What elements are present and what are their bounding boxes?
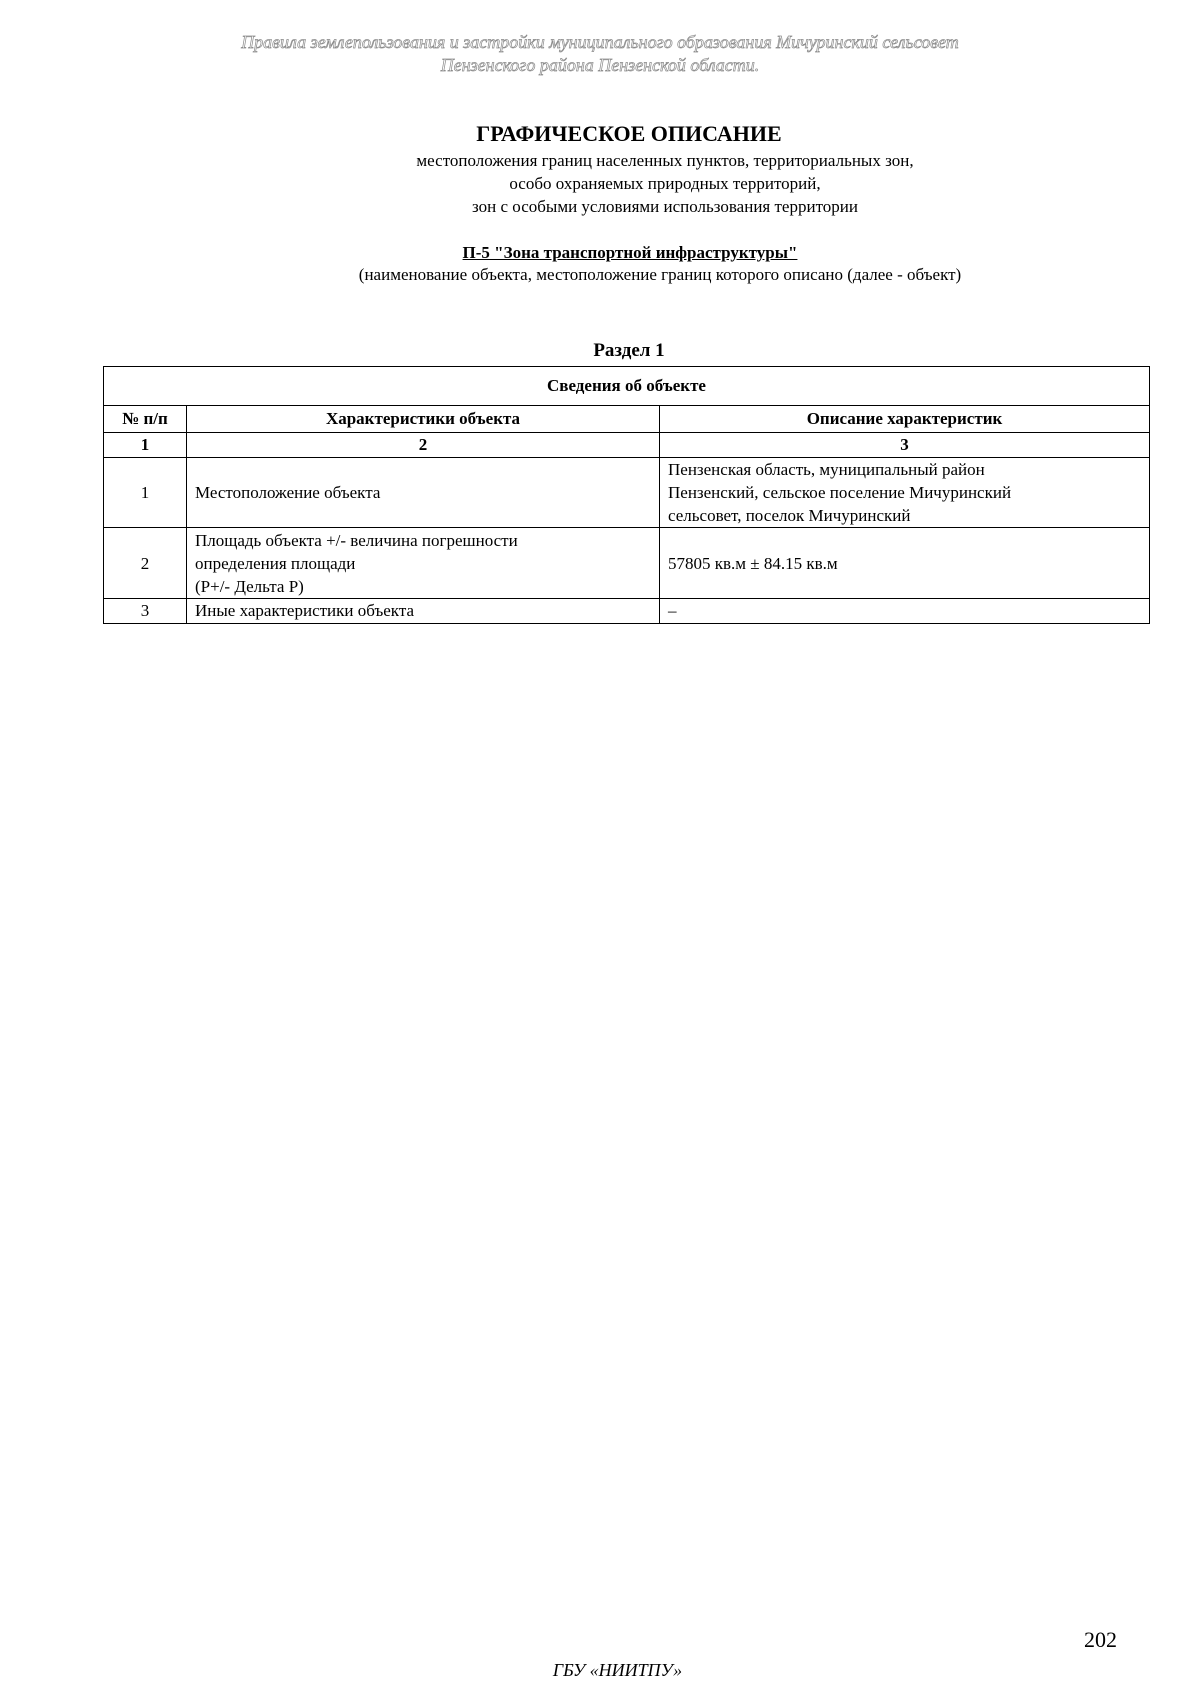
table-row	[104, 458, 1150, 528]
characteristic-line: Иные характеристики объекта	[195, 601, 415, 620]
running-header-line-1: Правила землепользования и застройки муниципального образования Мичуринский сельсовет	[241, 32, 959, 52]
running-header-line-2: Пензенского района Пензенской области.	[440, 55, 760, 75]
section-title: Раздел 1	[593, 340, 665, 361]
row-characteristic	[187, 458, 660, 528]
characteristic-line: Местоположение объекта	[195, 483, 381, 502]
column-number-3: 3	[660, 433, 1150, 458]
characteristic-line: определения площади	[195, 553, 356, 573]
description-line: Пензенский, сельское поселение Мичуринский	[668, 483, 1012, 502]
row-description	[660, 599, 1150, 624]
row-description	[660, 458, 1150, 528]
column-header-description: Описание характеристик	[660, 406, 1150, 433]
table-caption: Сведения об объекте	[104, 367, 1150, 406]
column-header-characteristic: Характеристики объекта	[187, 406, 660, 433]
subtitle-line-3: зон с особыми условиями использования территории	[472, 197, 858, 216]
description-line: 57805 кв.м ± 84.15 кв.м	[668, 553, 838, 573]
object-name: П-5 "Зона транспортной инфраструктуры"	[462, 243, 798, 262]
description-line: сельсовет, поселок Мичуринский	[668, 506, 911, 525]
column-number-2: 2	[187, 433, 660, 458]
document-title: ГРАФИЧЕСКОЕ ОПИСАНИЕ	[476, 121, 782, 146]
page-number: 202	[1084, 1627, 1117, 1652]
object-caption: (наименование объекта, местоположение границ которого описано (далее - объект)	[358, 265, 962, 284]
object-info-table	[103, 366, 1150, 624]
row-description	[660, 528, 1150, 599]
characteristic-line: Площадь объекта +/- величина погрешности	[195, 530, 518, 550]
row-characteristic	[187, 599, 660, 624]
table-row	[104, 599, 1150, 624]
subtitle-line-2: особо охраняемых природных территорий,	[509, 174, 821, 193]
row-characteristic	[187, 528, 660, 599]
subtitle-line-1: местоположения границ населенных пунктов, территориальных зон,	[416, 151, 914, 170]
table-row	[104, 528, 1150, 599]
row-number: 3	[104, 599, 187, 624]
characteristic-line: (Р+/- Дельта Р)	[195, 576, 304, 596]
description-line: Пензенская область, муниципальный район	[668, 460, 985, 479]
column-header-number: № п/п	[104, 406, 187, 433]
footer-organization: ГБУ «НИИТПУ»	[552, 1660, 683, 1680]
row-number: 1	[104, 458, 187, 528]
row-number: 2	[104, 528, 187, 599]
column-number-1: 1	[104, 433, 187, 458]
description-line: –	[668, 601, 677, 620]
